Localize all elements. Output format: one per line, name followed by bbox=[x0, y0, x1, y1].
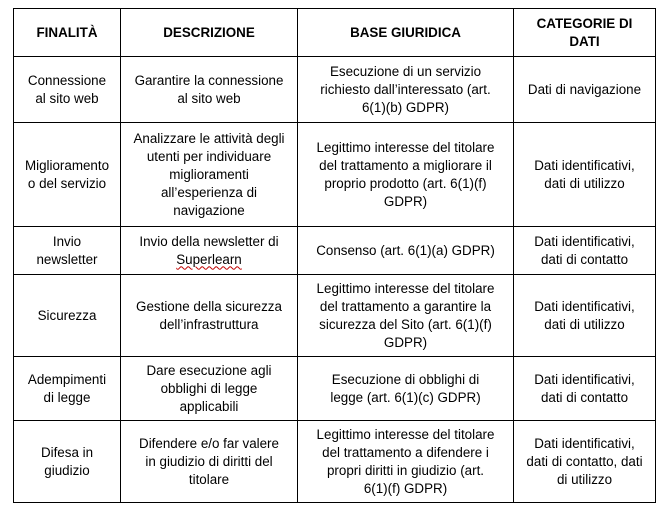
cell-finalita: Sicurezza bbox=[14, 275, 121, 357]
spellcheck-underlined-word: Superlearn bbox=[176, 251, 242, 267]
table-header bbox=[14, 9, 656, 57]
cell-descrizione: Analizzare le attività degli utenti per individuare miglioramenti all’esperienza di navigazione bbox=[121, 123, 298, 227]
header-categorie-dati: CATEGORIE DI DATI bbox=[514, 9, 656, 57]
header-base-giuridica: BASE GIURIDICA bbox=[298, 9, 514, 57]
cell-categorie: Dati identificativi, dati di utilizzo bbox=[514, 275, 656, 357]
table-row bbox=[14, 421, 656, 503]
cell-base-giuridica: Esecuzione di un servizio richiesto dall’interessato (art. 6(1)(b) GDPR) bbox=[298, 57, 514, 123]
table-row bbox=[14, 357, 656, 421]
cell-finalita: Difesa in giudizio bbox=[14, 421, 121, 503]
cell-finalita: Adempimenti di legge bbox=[14, 357, 121, 421]
table-body bbox=[14, 57, 656, 503]
cell-categorie: Dati identificativi, dati di contatto, dati di utilizzo bbox=[514, 421, 656, 503]
cell-base-giuridica: Esecuzione di obblighi di legge (art. 6(1)(c) GDPR) bbox=[298, 357, 514, 421]
cell-categorie: Dati di navigazione bbox=[514, 57, 656, 123]
cell-categorie: Dati identificativi, dati di utilizzo bbox=[514, 123, 656, 227]
table-row bbox=[14, 123, 656, 227]
cell-base-giuridica: Consenso (art. 6(1)(a) GDPR) bbox=[298, 227, 514, 275]
header-descrizione: DESCRIZIONE bbox=[121, 9, 298, 57]
cell-base-giuridica: Legittimo interesse del titolare del trattamento a migliorare il proprio prodotto (art. 6(1)(f) GDPR) bbox=[298, 123, 514, 227]
cell-base-giuridica: Legittimo interesse del titolare del trattamento a difendere i propri diritti in giudizio (art. 6(1)(f) GDPR) bbox=[298, 421, 514, 503]
table-row bbox=[14, 275, 656, 357]
cell-descrizione: Invio della newsletter di Superlearn bbox=[121, 227, 298, 275]
privacy-purposes-table bbox=[13, 8, 656, 503]
cell-descrizione: Gestione della sicurezza dell’infrastruttura bbox=[121, 275, 298, 357]
cell-base-giuridica: Legittimo interesse del titolare del trattamento a garantire la sicurezza del Sito (art. 6(1)(f) GDPR) bbox=[298, 275, 514, 357]
cell-descrizione: Difendere e/o far valere in giudizio di diritti del titolare bbox=[121, 421, 298, 503]
cell-categorie: Dati identificativi, dati di contatto bbox=[514, 357, 656, 421]
header-row bbox=[14, 9, 656, 57]
cell-descrizione: Garantire la connessione al sito web bbox=[121, 57, 298, 123]
header-finalita: FINALITÀ bbox=[14, 9, 121, 57]
cell-finalita: Miglioramento o del servizio bbox=[14, 123, 121, 227]
cell-finalita: Invio newsletter bbox=[14, 227, 121, 275]
cell-categorie: Dati identificativi, dati di contatto bbox=[514, 227, 656, 275]
cell-finalita: Connessione al sito web bbox=[14, 57, 121, 123]
table-row bbox=[14, 227, 656, 275]
table-row bbox=[14, 57, 656, 123]
cell-descrizione: Dare esecuzione agli obblighi di legge applicabili bbox=[121, 357, 298, 421]
